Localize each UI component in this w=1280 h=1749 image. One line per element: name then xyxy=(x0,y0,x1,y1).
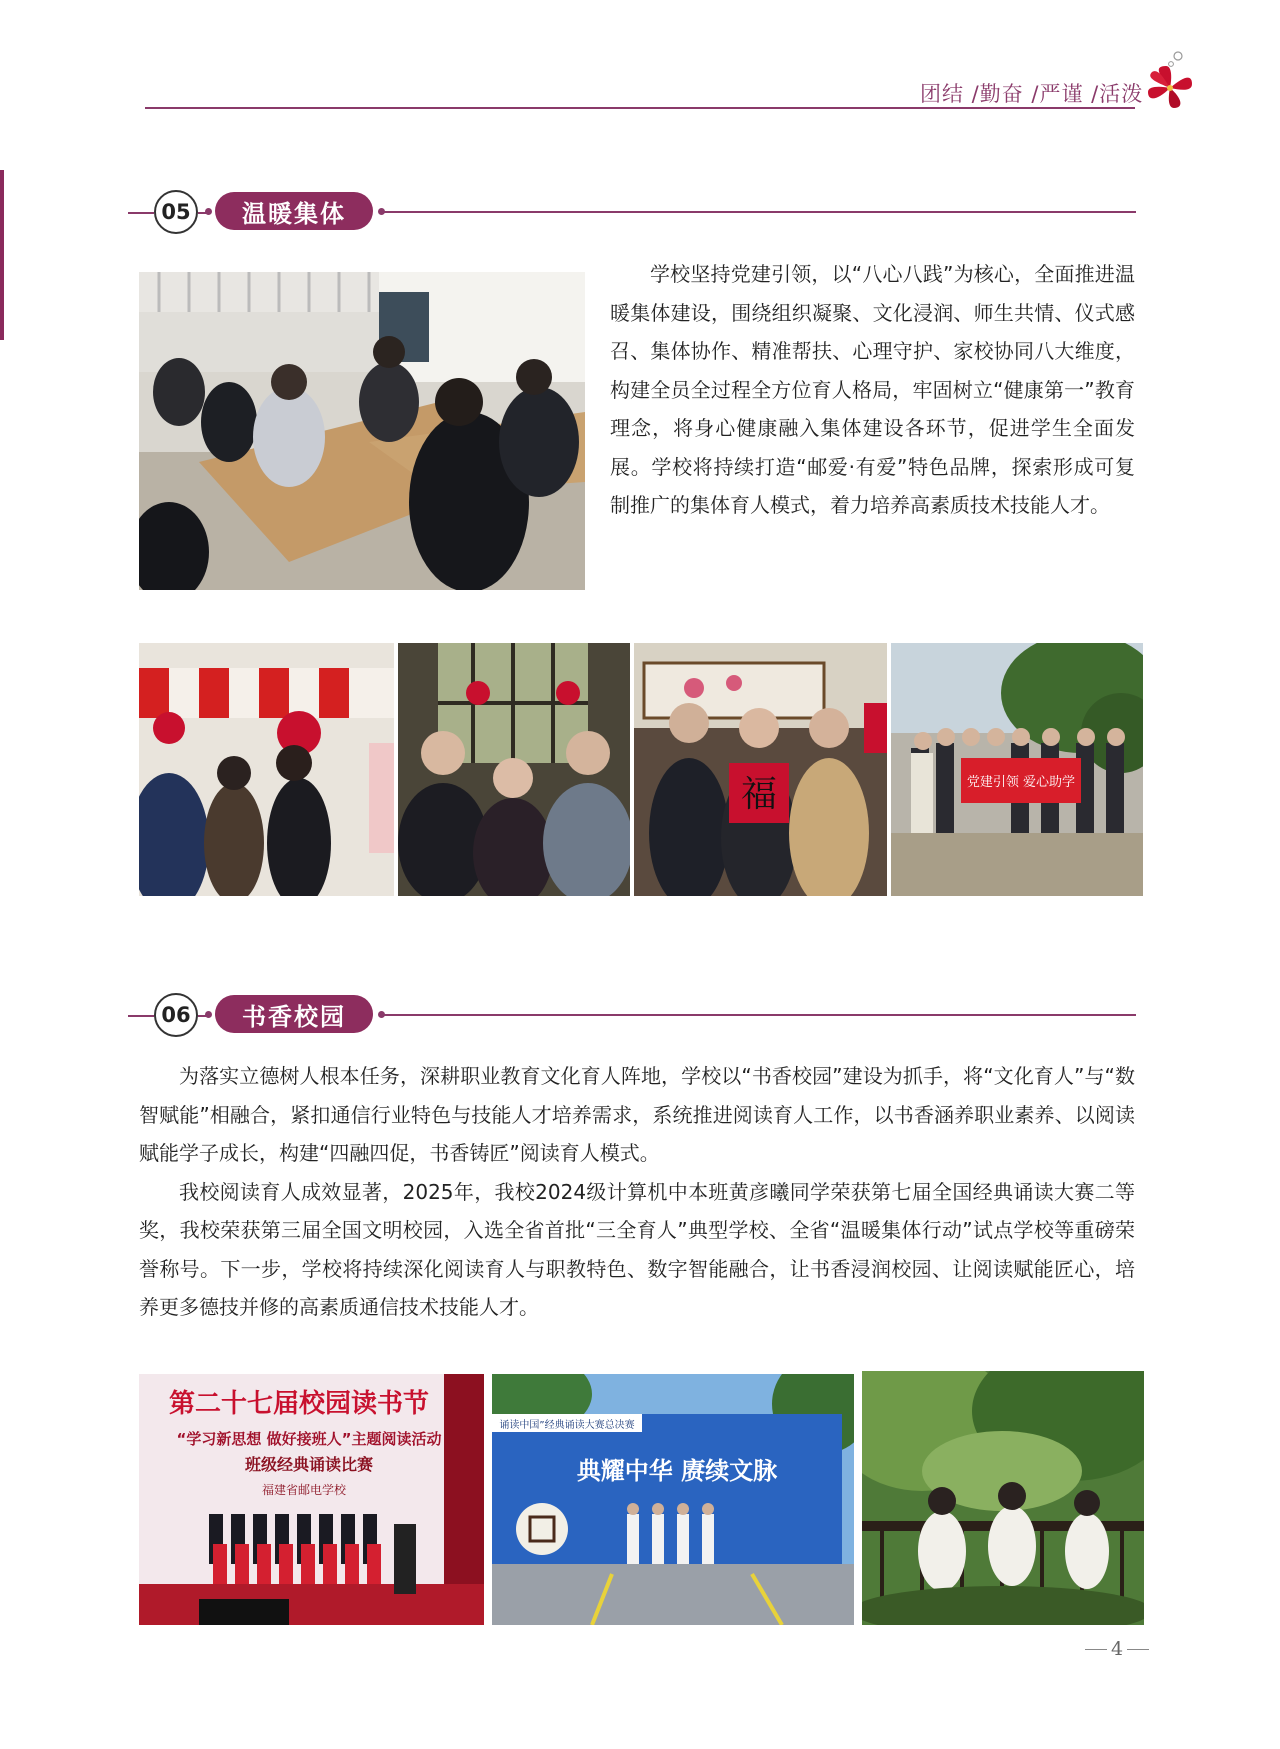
fu-character-photo xyxy=(634,643,887,896)
section-05-text xyxy=(610,255,1135,525)
section-06-paragraph-1: 为落实立德树人根本任务，深耕职业教育文化育人阵地，学校以“书香校园”建设为抓手，将“文化育人”与“数智赋能”相融合，紧扣通信行业特色与技能人才培养需求，系统推进阅读育人工作，以书香涵养职业素养、以阅读赋能学子成长，构建“四融四促，书香铸匠”阅读育人模式。 xyxy=(139,1064,1135,1165)
section-06-left-tick xyxy=(128,1015,154,1017)
header-rule xyxy=(145,107,1135,109)
section-05-left-tick xyxy=(128,212,154,214)
section-06-number: 06 xyxy=(154,993,198,1037)
section-05-title: 温暖集体 xyxy=(215,192,373,230)
page-number-value: 4 xyxy=(1111,1638,1124,1660)
section-06-dot xyxy=(205,1011,212,1018)
family-visit-photo xyxy=(398,643,630,896)
stage-line-1: 第二十七届校园读书节 xyxy=(168,1389,430,1419)
section-05-rule xyxy=(384,211,1136,213)
group-banner-photo xyxy=(891,643,1143,896)
competition-board-photo xyxy=(492,1374,854,1625)
section-05-number: 05 xyxy=(154,190,198,234)
board-top-text: 诵读中国”经典诵读大赛总决赛 xyxy=(499,1420,635,1431)
stage-line-4: 福建省邮电学校 xyxy=(261,1483,347,1497)
stage-reading-photo xyxy=(139,1374,484,1625)
section-05-dot xyxy=(205,208,212,215)
header-motto: 团结 /勤奋 /严谨 /活泼 xyxy=(920,82,1144,106)
page-number-dash-left xyxy=(1085,1649,1107,1650)
banner-text: 党建引领 爱心助学 xyxy=(966,775,1076,790)
section-06-title: 书香校园 xyxy=(215,995,373,1033)
board-main-text: 典耀中华 赓续文脉 xyxy=(576,1456,778,1485)
stage-line-3: 班级经典诵读比赛 xyxy=(244,1455,374,1474)
section-06-paragraph-2: 我校阅读育人成效显著，2025年，我校2024级计算机中本班黄彦曦同学荣获第七届全国经典诵读大赛二等奖，我校荣获第三届全国文明校园，入选全省首批“三全育人”典型学校、全省“温暖集体行动”试点学校等重磅荣誉称号。下一步，学校将持续深化阅读育人与职教特色、数字智能融合，让书香浸润校园、让阅读赋能匠心，培养更多德技并修的高素质通信技术技能人才。 xyxy=(139,1179,1135,1319)
section-05-paragraph: 学校坚持党建引领，以“八心八践”为核心，全面推进温暖集体建设，围绕组织凝聚、文化浸润、师生共情、仪式感召、集体协作、精准帮扶、心理守护、家校协同八大维度，构建全员全过程全方位育人格局，牢固树立“健康第一”教育理念，将身心健康融入集体建设各环节，促进学生全面发展。学校将持续打造“邮爱·有爱”特色品牌，探索形成可复制推广的集体育人模式，着力培养高素质技术技能人才。 xyxy=(610,262,1135,517)
page-number xyxy=(1085,1638,1149,1660)
stage-line-2: “学习新思想 做好接班人”主题阅读活动 xyxy=(176,1430,442,1448)
svg-text:福: 福 xyxy=(740,774,778,815)
flower-logo-icon xyxy=(1140,46,1200,116)
page-number-dash-right xyxy=(1127,1649,1149,1650)
left-accent-bar xyxy=(0,170,4,340)
section-06-rule xyxy=(384,1014,1136,1016)
canteen-photo xyxy=(139,272,585,590)
section-06-text xyxy=(139,1057,1135,1327)
outdoor-reading-photo xyxy=(862,1371,1144,1625)
festival-booth-photo xyxy=(139,643,394,896)
